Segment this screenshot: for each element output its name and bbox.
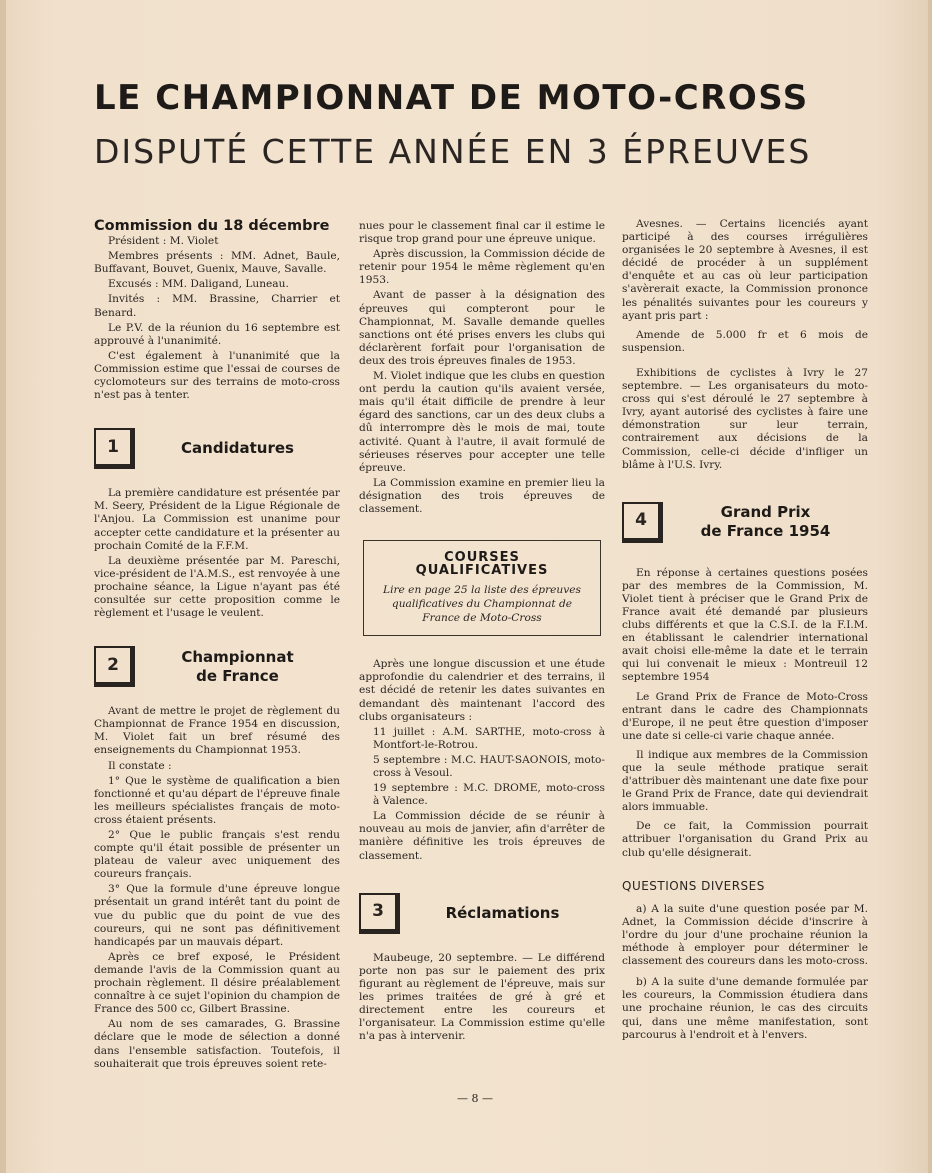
paragraph: La Commission décide de se réunir à nouveau au mois de janvier, afin d'arrêter de manière définitive les trois épreuves de classement.	[359, 810, 605, 862]
paragraph: La deuxième présentée par M. Pareschi, vice-président de l'A.M.S., est renvoyée à une prochaine séance, la Ligue n'ayant pas été consultée sur cette proposition comme le règlement et l'usage le veulent.	[94, 554, 340, 620]
qualifying-races-box	[363, 540, 601, 636]
list-item-text: M.C. DROME, moto-cross à Valence.	[373, 782, 605, 808]
section-1-header	[94, 428, 340, 469]
headline: LE CHAMPIONNAT DE MOTO-CROSS	[94, 78, 809, 118]
list-item	[359, 726, 605, 752]
section-2-header	[94, 646, 340, 687]
commission-heading: Commission du 18 décembre	[94, 218, 330, 234]
paragraph: Après ce bref exposé, le Président demande l'avis de la Commission quant au prochain règlement. Il désire préalablement connaître à ce sujet l'opinion du champion de France des 500 cc, Gilbert Brassine.	[94, 950, 340, 1016]
paragraph: a) A la suite d'une question posée par M. Adnet, la Commission décide d'inscrire à l'ordre du jour d'une prochaine réunion la méthode à employer pour déterminer le classement des coureurs dans les moto-cross.	[622, 902, 868, 968]
section-title	[135, 648, 340, 686]
paragraph: 3° Que la formule d'une épreuve longue présentait un grand intérêt tant du point de vue du public que du point de vue des coureurs, qui ne sont pas définitivement handicapés par un mauvais départ.	[94, 883, 340, 948]
excused-line: Excusés : MM. Daligand, Luneau.	[108, 278, 289, 291]
list-item-text: A.M. SARTHE, moto-cross à Montfort-le-Rotrou.	[373, 725, 606, 751]
section-title-line: de France 1954	[700, 522, 831, 541]
paragraph: Maubeuge, 20 septembre. — Le différend porte non pas sur le paiement des prix figurant au règlement de l'épreuve, mais sur les primes traitées de gré à gré et directement entre les coureurs et l'organisateur. La Commission estime qu'elle n'a pas à intervenir.	[359, 951, 605, 1043]
paragraph: Amende de 5.000 fr et 6 mois de suspension.	[622, 328, 868, 354]
list-item-date: 19 septembre :	[373, 782, 458, 795]
subheadline: DISPUTÉ CETTE ANNÉE EN 3 ÉPREUVES	[94, 132, 812, 171]
paragraph: Après discussion, la Commission décide de retenir pour 1954 le même règlement qu'en 1953.	[359, 248, 605, 287]
paragraph: Il constate :	[108, 759, 172, 772]
list-item-date: 11 juillet :	[373, 725, 436, 738]
page-number: — 8 —	[457, 1092, 493, 1105]
section-title-line: Championnat	[181, 647, 294, 666]
paragraph: En réponse à certaines questions posées par des membres de la Commission, M. Violet tient à préciser que le Grand Prix de France avait été demandé par plusieurs clubs différents et que la C.S.I. de la F.I.M. en établissant le calendrier international avait choisi elle-même la date et le terrain qui lui convenait le mieux : Montreuil 12 septembre 1954	[622, 566, 868, 684]
paragraph: Au nom de ses camarades, G. Brassine déclare que le mode de sélection a donné dans l'ensemble satisfaction. Toutefois, il souhaiterait que trois épreuves soient rete-	[94, 1018, 340, 1070]
box-title-line: QUALIFICATIVES	[415, 563, 549, 579]
list-item-date: 5 septembre :	[373, 753, 448, 766]
page-right-edge	[928, 0, 932, 1173]
section-3-header	[359, 893, 605, 934]
paragraph: La première candidature est présentée par M. Seery, Président de la Ligue Régionale de l'Anjou. La Commission est unanime pour accepter cette candidature et la présenter au prochain Comité de la F.F.M.	[94, 487, 340, 552]
paragraph: Exhibitions de cyclistes à Ivry le 27 septembre. — Les organisateurs du moto-cross qui s'est déroulé le 27 septembre à Ivry, ayant autorisé des cyclistes à faire une démonstration sur leur terrain, contrairement aux décisions de la Commission, celle-ci décide d'infliger un blâme à l'U.S. Ivry.	[622, 366, 868, 471]
dates-list	[359, 726, 605, 809]
list-item	[359, 754, 605, 780]
section-number-box: 2	[94, 646, 135, 687]
paragraph: b) A la suite d'une demande formulée par les coureurs, la Commission étudiera dans une prochaine réunion, le cas des circuits qui, dans une même manifestation, sont parcourus à l'endroit et à l'envers.	[622, 976, 868, 1041]
paragraph: 1° Que le système de qualification a bien fonctionné et qu'au départ de l'épreuve finale les meilleurs spécialistes français de moto-cross étaient présents.	[94, 774, 340, 826]
guests-line: Invités : MM. Brassine, Charrier et Benard.	[94, 293, 340, 319]
section-number-box: 1	[94, 428, 135, 469]
column-3	[622, 218, 868, 1044]
column-1	[94, 220, 340, 1073]
box-title-line: COURSES	[444, 550, 520, 566]
section-title-line: de France	[196, 666, 279, 685]
cyclomoteurs-paragraph: C'est également à l'unanimité que la Commission estime que l'essai de courses de cyclomoteurs sur des terrains de moto-cross n'est pas à tenter.	[94, 349, 340, 402]
section-number-box: 4	[622, 502, 663, 543]
section-title: Candidatures	[181, 439, 294, 458]
section-number-box: 3	[359, 893, 400, 934]
members-line: Membres présents : MM. Adnet, Baule, Buffavant, Bouvet, Guenix, Mauve, Savalle.	[94, 250, 340, 276]
section-title: Réclamations	[445, 903, 560, 922]
pv-paragraph: Le P.V. de la réunion du 16 septembre est approuvé à l'unanimité.	[94, 321, 340, 347]
paragraph: La Commission examine en premier lieu la désignation des trois épreuves de classement.	[359, 476, 605, 515]
paragraph: De ce fait, la Commission pourrait attribuer l'organisation du Grand Prix au club qu'elle désignerait.	[622, 820, 868, 859]
list-item-text: M.C. HAUT-SAONOIS, moto-cross à Vesoul.	[373, 753, 605, 779]
column-2	[359, 220, 605, 1045]
paragraph: Avant de mettre le projet de règlement du Championnat de France 1954 en discussion, M. Violet fait un bref résumé des enseignements du Championnat 1953.	[94, 705, 340, 757]
paragraph: Le Grand Prix de France de Moto-Cross entrant dans le cadre des Championnats d'Europe, il ne peut être question d'imposer une date si celle-ci varie chaque année.	[622, 690, 868, 742]
paragraph: M. Violet indique que les clubs en question ont perdu la caution qu'ils avaient versée, mais qu'il était difficile de prendre à leur égard des sanctions, car un des deux clubs a dû interrompre dès le mois de mai, toute activité. Quant à l'autre, il avait formulé de sérieuses réserves pour accepter une telle épreuve.	[359, 370, 605, 474]
president-line: Président : M. Violet	[108, 235, 219, 248]
section-title	[663, 503, 868, 541]
questions-heading: QUESTIONS DIVERSES	[622, 878, 765, 893]
paragraph: 2° Que le public français s'est rendu compte qu'il était possible de présenter un plateau de valeur avec uniquement des coureurs français.	[94, 829, 340, 881]
section-title-line: Grand Prix	[720, 503, 811, 522]
page-left-edge	[0, 0, 6, 1173]
paragraph: Il indique aux membres de la Commission que la seule méthode pratique serait d'attribuer dès maintenant une date fixe pour le Grand Prix de France, date qui deviendrait alors immuable.	[622, 748, 868, 814]
section-4-header	[622, 502, 868, 543]
paragraph: Avesnes. — Certains licenciés ayant participé à des courses irrégulières organisées le 20 septembre à Avesnes, il est décidé de procéder à un supplément d'enquête et au cas où leur participation s'avèrerait exacte, la Commission prononce les pénalités suivantes pour les coureurs y ayant pris part :	[622, 218, 868, 322]
list-item	[359, 782, 605, 808]
paragraph: Après une longue discussion et une étude approfondie du calendrier et des terrains, il est décidé de retenir les dates suivantes en demandant dès maintenant l'accord des clubs organisateurs :	[359, 658, 605, 723]
paragraph: nues pour le classement final car il estime le risque trop grand pour une épreuve unique.	[359, 220, 605, 246]
paragraph: Avant de passer à la désignation des épreuves qui compteront pour le Championnat, M. Savalle demande quelles sanctions ont été prises envers les clubs qui déclarèrent forfait pour l'organisation de deux des trois épreuves finales de 1953.	[359, 289, 605, 367]
box-text: Lire en page 25 la liste des épreuves qualificatives du Championnat de France de Moto-Cross	[383, 584, 581, 625]
